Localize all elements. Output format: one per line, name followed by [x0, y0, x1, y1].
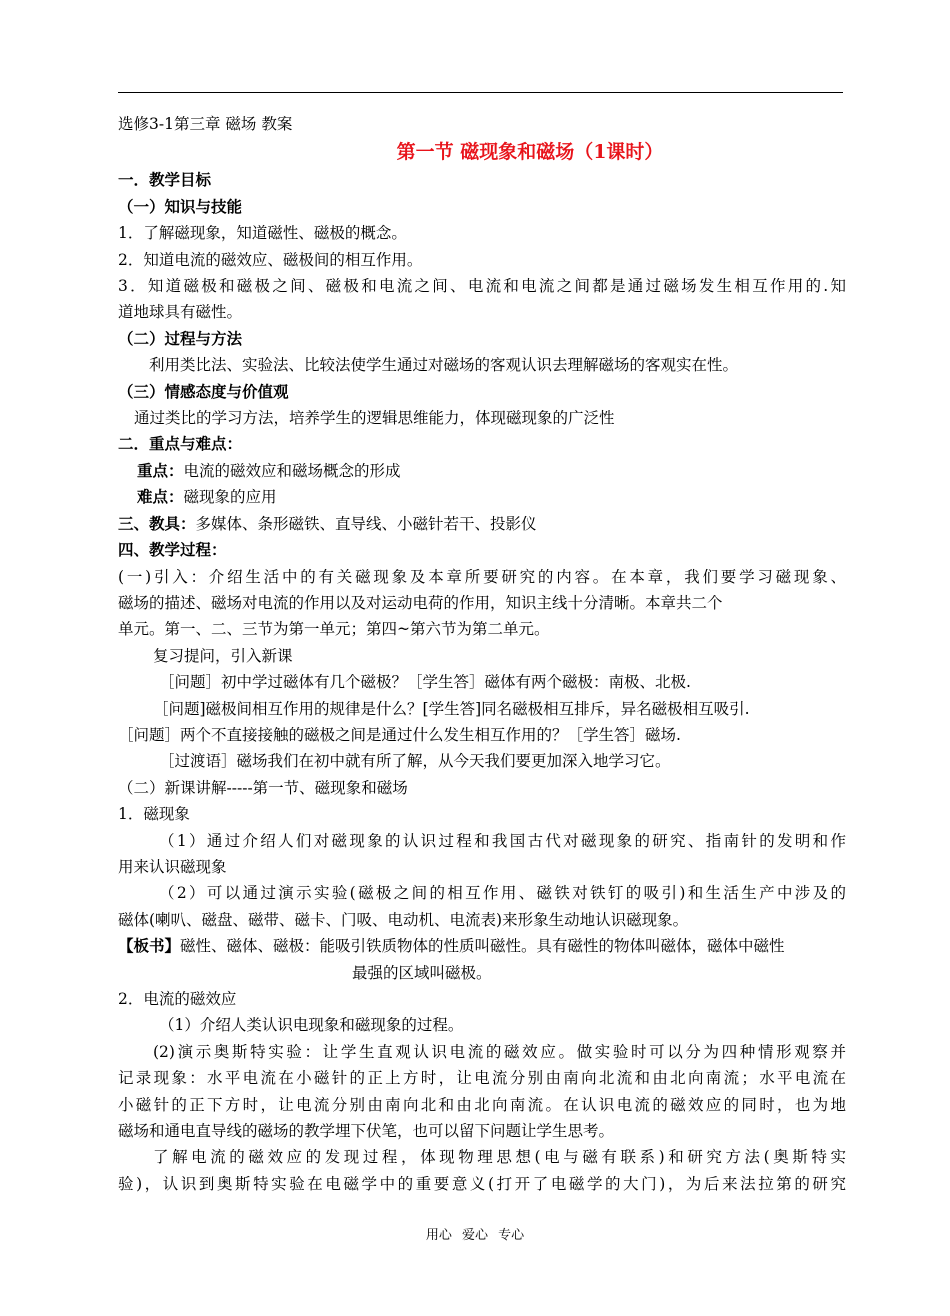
new-lesson-heading: （二）新课讲解-----第一节、磁现象和磁场 — [118, 778, 408, 797]
subheading-knowledge: （一）知识与技能 — [118, 196, 243, 216]
subheading-attitude: （三）情感态度与价值观 — [118, 381, 289, 401]
phenomena-2-line-1: （2）可以通过演示实验(磁极之间的相互作用、磁铁对铁钉的吸引)和生活生产中涉及的 — [159, 884, 846, 903]
effect-3-line-1: 了解电流的磁效应的发现过程，体现物理思想(电与磁有联系)和研究方法(奥斯特实 — [153, 1148, 846, 1167]
difficulty-row — [118, 484, 846, 510]
board-text-2: 最强的区域叫磁极。 — [352, 963, 492, 982]
attitude-text: 通过类比的学习方法，培养学生的逻辑思维能力，体现磁现象的广泛性 — [134, 409, 615, 428]
question-3: ［问题］两个不直接接触的磁极之间是通过什么发生相互作用的？［学生答］磁场. — [118, 725, 681, 744]
process-text: 利用类比法、实验法、比较法使学生通过对磁场的客观认识去理解磁场的客观实在性。 — [149, 356, 739, 375]
document-header: 选修3-1第三章 磁场 教案 — [118, 115, 293, 133]
objective-2: 2．知道电流的磁效应、磁极间的相互作用。 — [118, 250, 423, 269]
intro-line-1: (一)引入：介绍生活中的有关磁现象及本章所要研究的内容。在本章，我们要学习磁现象、 — [118, 567, 846, 586]
heading-objectives: 一．教学目标 — [118, 170, 212, 190]
question-1: ［问题］初中学过磁体有几个磁极？［学生答］磁体有两个磁极：南极、北极. — [159, 673, 691, 692]
heading-key-points: 二．重点与难点： — [118, 434, 243, 454]
effect-1: （1）介绍人类认识电现象和磁现象的过程。 — [159, 1016, 464, 1035]
heading-current-effect: 2．电流的磁效应 — [118, 990, 237, 1008]
phenomena-1-line-2: 用来认识磁现象 — [118, 857, 227, 876]
board-label: 【板书】 — [118, 936, 181, 956]
intro-line-2: 磁场的描述、磁场对电流的作用以及对运动电荷的作用，知识主线十分清晰。本章共二个 — [118, 593, 723, 612]
section-title: 第一节 磁现象和磁场（1课时） — [396, 141, 664, 164]
effect-2-line-1: (2)演示奥斯特实验：让学生直观认识电流的磁效应。做实验时可以分为四种情形观察并 — [153, 1042, 846, 1061]
teaching-aids-row — [118, 511, 846, 537]
effect-2-line-2: 记录现象：水平电流在小磁针的正上方时，让电流分别由南向北流和由北向南流；水平电流在 — [118, 1069, 846, 1088]
difficulty-text: 磁现象的应用 — [183, 488, 277, 507]
board-text-1: 磁性、磁体、磁极：能吸引铁质物体的性质叫磁性。具有磁性的物体叫磁体，磁体中磁性 — [180, 937, 785, 956]
teaching-aids-label: 三、教具： — [118, 513, 196, 533]
phenomena-1-line-1: （1）通过介绍人们对磁现象的认识过程和我国古代对磁现象的研究、指南针的发明和作 — [159, 831, 846, 850]
intro-line-3: 单元。第一、二、三节为第一单元；第四~第六节为第二单元。 — [118, 620, 550, 639]
effect-2-line-3: 小磁针的正下方时，让电流分别由南向北和由北向南流。在认识电流的磁效应的同时，也为地 — [118, 1095, 846, 1114]
difficulty-label: 难点： — [137, 487, 184, 507]
heading-process: 四、教学过程： — [118, 540, 227, 560]
review-text: 复习提问，引入新课 — [153, 646, 293, 665]
key-point-label: 重点： — [137, 460, 184, 480]
key-point-row — [118, 458, 846, 484]
objective-3-line-1: 3．知道磁极和磁极之间、磁极和电流之间、电流和电流之间都是通过磁场发生相互作用的.知 — [118, 277, 846, 296]
heading-magnetic-phenomena: 1．磁现象 — [118, 805, 190, 824]
subheading-process: （二）过程与方法 — [118, 328, 243, 348]
page-footer: 用心 爱心 专心 — [425, 1228, 525, 1243]
teaching-aids-text: 多媒体、条形磁铁、直导线、小磁针若干、投影仪 — [195, 514, 537, 533]
phenomena-2-line-2: 磁体(喇叭、磁盘、磁带、磁卡、门吸、电动机、电流表)来形象生动地认识磁现象。 — [118, 910, 689, 929]
board-row — [118, 933, 846, 959]
transition-text: ［过渡语］磁场我们在初中就有所了解，从今天我们要更加深入地学习它。 — [159, 752, 671, 771]
key-point-text: 电流的磁效应和磁场概念的形成 — [183, 461, 401, 480]
document-body — [118, 111, 846, 1197]
objective-3-line-2: 道地球具有磁性。 — [118, 303, 243, 322]
header-rule — [118, 92, 843, 93]
effect-3-line-2: 验)，认识到奥斯特实验在电磁学中的重要意义(打开了电磁学的大门)，为后来法拉第的研究 — [118, 1174, 846, 1193]
effect-2-line-4: 磁场和通电直导线的磁场的教学埋下伏笔，也可以留下问题让学生思考。 — [118, 1122, 615, 1141]
question-2: ［问题]磁极间相互作用的规律是什么？[学生答]同名磁极相互排斥，异名磁极相互吸引. — [153, 699, 750, 718]
objective-1: 1．了解磁现象，知道磁性、磁极的概念。 — [118, 224, 407, 243]
